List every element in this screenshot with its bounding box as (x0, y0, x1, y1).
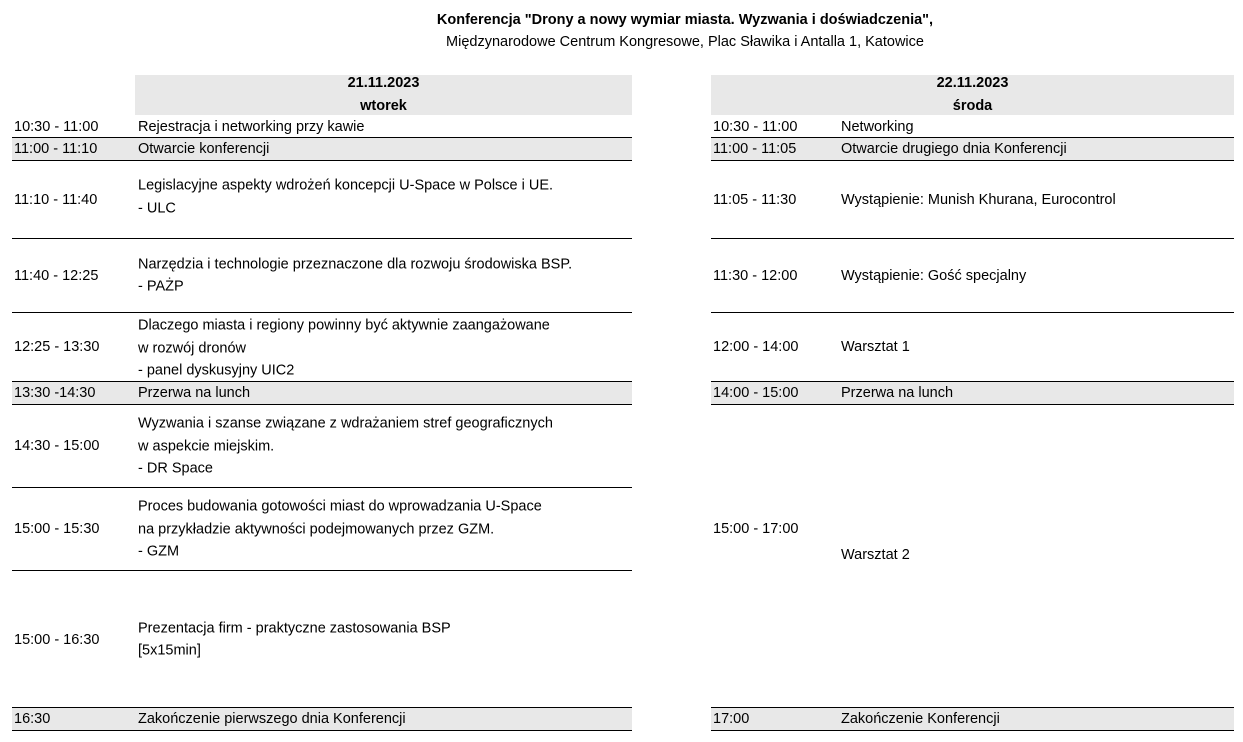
session-row (12, 313, 632, 382)
session-title: Zakończenie pierwszego dnia Konferencji (138, 710, 406, 727)
session-row (12, 571, 632, 708)
session-time: 10:30 - 11:00 (713, 118, 798, 135)
session-row (711, 707, 1234, 731)
session-title: Proces budowania gotowości miast do wprowadzania U-Space na przykładzie aktywności podejmowanych przez GZM. - GZM (138, 498, 542, 560)
session-title: Networking (841, 118, 914, 135)
session-row (12, 405, 632, 488)
session-title: Otwarcie drugiego dnia Konferencji (841, 140, 1067, 157)
session-time: 11:00 - 11:05 (713, 141, 797, 157)
session-time: 10:30 - 11:00 (14, 118, 99, 135)
session-title: Dlaczego miasta i regiony powinny być aktywnie zaangażowane w rozwój dronów - panel dyskusyjny UIC2 (138, 317, 550, 379)
session-row (711, 313, 1234, 382)
session-time: 11:30 - 12:00 (713, 267, 798, 284)
session-time: 15:00 - 17:00 (713, 520, 799, 537)
session-time: 14:00 - 15:00 (713, 385, 799, 401)
session-title: Warsztat 1 (841, 338, 910, 355)
session-title: Warsztat 2 (841, 546, 910, 563)
session-time: 11:05 - 11:30 (713, 191, 797, 208)
session-row (711, 405, 1234, 652)
day-header-1 (135, 75, 632, 115)
session-row (711, 239, 1234, 313)
session-time: 17:00 (713, 711, 750, 727)
session-time: 13:30 -14:30 (14, 385, 96, 401)
session-time: 11:10 - 11:40 (14, 191, 98, 208)
session-time: 11:40 - 12:25 (14, 267, 99, 284)
session-title: Rejestracja i networking przy kawie (138, 118, 365, 135)
session-time: 12:00 - 14:00 (713, 339, 799, 355)
session-title: Wystąpienie: Gość specjalny (841, 267, 1027, 284)
session-title: Zakończenie Konferencji (841, 710, 1000, 727)
day-weekday: wtorek (360, 98, 407, 114)
session-row (12, 488, 632, 571)
session-row (12, 138, 632, 161)
day-header-2 (711, 75, 1234, 115)
session-time: 15:00 - 15:30 (14, 521, 100, 537)
day-weekday: środa (952, 98, 993, 114)
session-title: Przerwa na lunch (841, 384, 954, 401)
session-row (12, 161, 632, 239)
session-row (12, 239, 632, 313)
session-row (711, 161, 1234, 239)
session-row (12, 116, 632, 138)
day-date: 21.11.2023 (347, 75, 420, 91)
session-title: Narzędzia i technologie przeznaczone dla rozwoju środowiska BSP. - PAŻP (138, 256, 573, 295)
session-title: Wystąpienie: Munish Khurana, Eurocontrol (841, 191, 1116, 208)
session-title: Przerwa na lunch (138, 384, 251, 401)
conference-title: Konferencja "Drony a nowy wymiar miasta. Wyzwania i doświadczenia", (436, 12, 934, 28)
session-time: 16:30 (14, 711, 51, 727)
session-time: 14:30 - 15:00 (14, 438, 100, 454)
session-title: Wyzwania i szanse związane z wdrażaniem stref geograficznych w aspekcie miejskim. - DR Space (138, 415, 553, 477)
session-title: Otwarcie konferencji (138, 140, 270, 157)
session-row (711, 382, 1234, 405)
session-title: Legislacyjne aspekty wdrożeń koncepcji U-Space w Polsce i UE. - ULC (138, 177, 554, 216)
session-time: 12:25 - 13:30 (14, 339, 100, 355)
session-time: 15:00 - 16:30 (14, 631, 100, 648)
session-time: 11:00 - 11:10 (14, 141, 98, 157)
session-row (12, 707, 632, 731)
day-date: 22.11.2023 (936, 75, 1009, 91)
session-row (711, 138, 1234, 161)
session-row (12, 382, 632, 405)
conference-venue: Międzynarodowe Centrum Kongresowe, Plac Sławika i Antalla 1, Katowice (446, 34, 924, 50)
session-title: Prezentacja firm - praktyczne zastosowania BSP [5x15min] (138, 620, 451, 659)
session-row (711, 116, 1234, 138)
